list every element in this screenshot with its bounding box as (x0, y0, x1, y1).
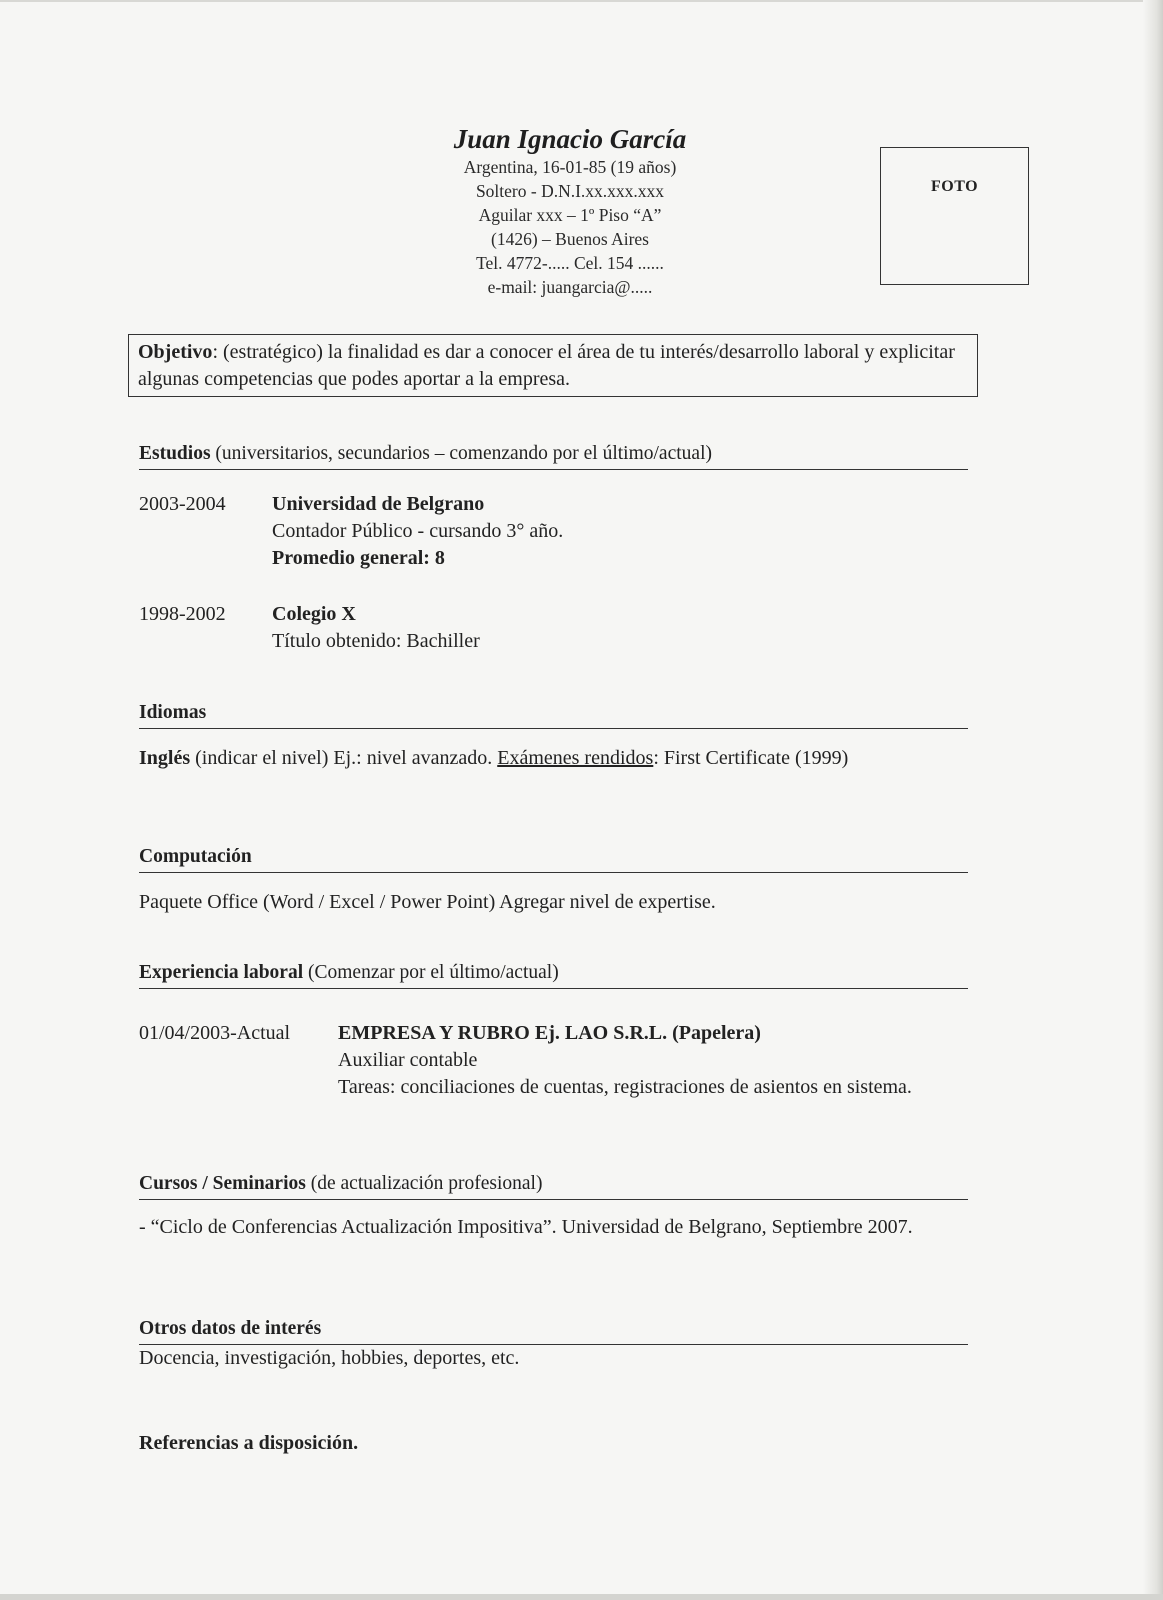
paper-edge-top (0, 0, 1163, 2)
other-section (139, 1316, 968, 1371)
computing-heading (139, 844, 968, 873)
studies-section (139, 441, 968, 470)
phone-numbers: Tel. 4772-..... Cel. 154 ...... (476, 253, 664, 273)
cv-header (380, 123, 760, 299)
other-heading (139, 1316, 968, 1345)
exams-detail: : First Certificate (1999) (653, 747, 849, 769)
study-institution: Colegio X (272, 603, 356, 625)
computing-section (139, 844, 968, 915)
computing-text: Paquete Office (Word / Excel / Power Point) Agregar nivel de expertise. (139, 891, 716, 913)
study-item (139, 601, 968, 657)
references-section (139, 1430, 968, 1456)
paper-edge-bottom (0, 1594, 1163, 1600)
studies-subtitle: (universitarios, secundarios – comenzando por el último/actual) (210, 443, 712, 464)
references-text: Referencias a disposición. (139, 1432, 359, 1454)
courses-subtitle: (de actualización profesional) (305, 1173, 543, 1194)
other-text: Docencia, investigación, hobbies, deportes, etc. (139, 1347, 520, 1369)
job-tasks: Tareas: conciliaciones de cuentas, registraciones de asientos en sistema. (338, 1076, 912, 1098)
courses-text: - “Ciclo de Conferencias Actualización Impositiva”. Universidad de Belgrano, Septiembre 2007. (139, 1216, 913, 1238)
studies-title: Estudios (139, 443, 211, 464)
study-years: 2003-2004 (139, 493, 226, 515)
applicant-name: Juan Ignacio García (453, 124, 687, 154)
address-street: Aguilar xxx – 1º Piso “A” (478, 205, 662, 225)
job-role: Auxiliar contable (338, 1049, 478, 1071)
experience-heading (139, 960, 968, 989)
study-years: 1998-2002 (139, 603, 226, 625)
address-city: (1426) – Buenos Aires (491, 229, 649, 249)
job-item (139, 1020, 968, 1130)
email: e-mail: juangarcia@..... (487, 277, 653, 297)
photo-label: FOTO (930, 178, 979, 195)
computing-title: Computación (139, 846, 252, 867)
objective-label: Objetivo (138, 341, 213, 363)
study-detail: Título obtenido: Bachiller (272, 630, 480, 652)
studies-heading (139, 441, 968, 470)
job-company: EMPRESA Y RUBRO Ej. LAO S.R.L. (Papelera) (338, 1022, 761, 1044)
photo-placeholder (880, 147, 1029, 285)
paper-edge-right (1143, 0, 1163, 1600)
civil-status: Soltero - D.N.I.xx.xxx.xxx (475, 181, 665, 201)
language-level: (indicar el nivel) Ej.: nivel avanzado. (190, 747, 498, 769)
objective-box (128, 334, 978, 397)
birth-info: Argentina, 16-01-85 (19 años) (463, 157, 677, 177)
languages-text (139, 745, 968, 771)
courses-title: Cursos / Seminarios (139, 1173, 306, 1194)
experience-section (139, 960, 968, 989)
study-item (139, 491, 968, 573)
study-average: Promedio general: 8 (272, 547, 445, 569)
languages-section (139, 700, 968, 771)
courses-heading (139, 1171, 968, 1200)
other-title: Otros datos de interés (139, 1318, 322, 1339)
study-institution: Universidad de Belgrano (272, 493, 485, 515)
study-detail: Contador Público - cursando 3° año. (272, 520, 564, 542)
job-dates: 01/04/2003-Actual (139, 1022, 291, 1044)
courses-section (139, 1171, 968, 1240)
experience-subtitle: (Comenzar por el último/actual) (303, 962, 559, 983)
languages-title: Idiomas (139, 702, 207, 723)
languages-heading (139, 700, 968, 729)
experience-title: Experiencia laboral (139, 962, 304, 983)
language-name: Inglés (139, 747, 191, 769)
exams-label: Exámenes rendidos (497, 747, 654, 769)
objective-text: : (estratégico) la finalidad es dar a conocer el área de tu interés/desarrollo laboral y explicitar algunas competencias que podes aportar a la empresa. (138, 341, 955, 390)
